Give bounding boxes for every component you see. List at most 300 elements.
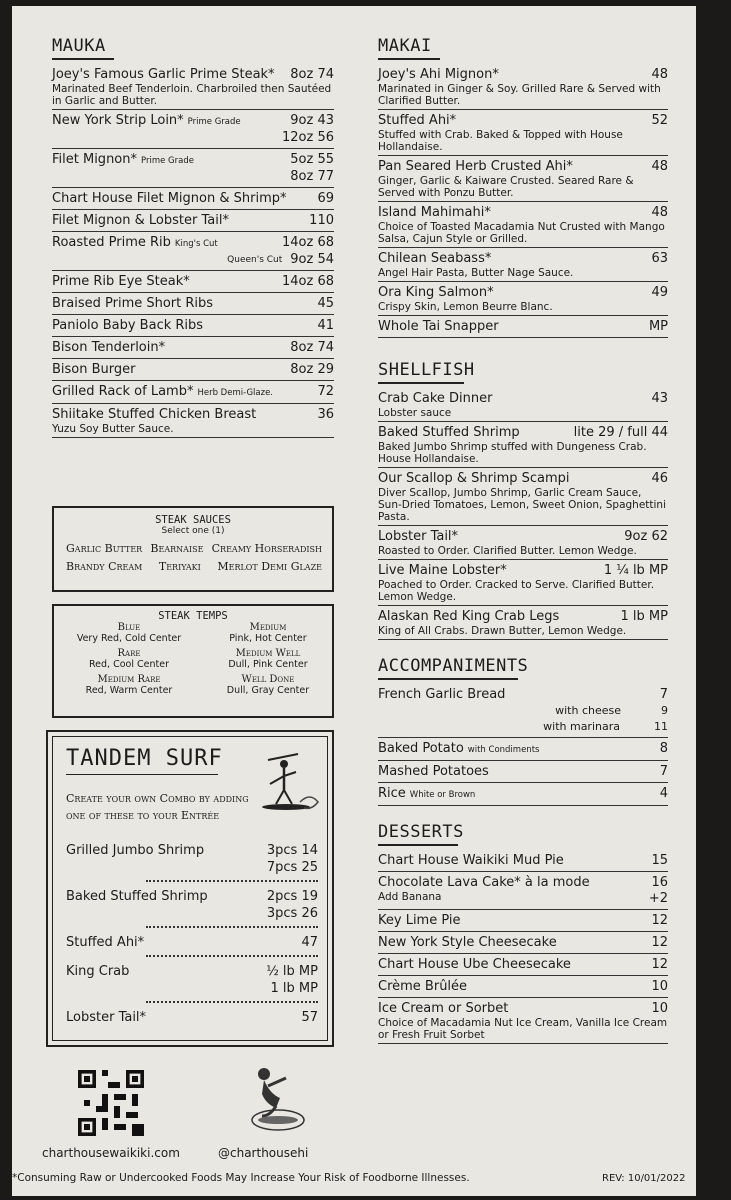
menu-item-price: 14oz 68 [282, 235, 334, 250]
menu-item [378, 282, 668, 316]
menu-item-price2: 8oz 77 [290, 169, 334, 184]
menu-item-price: 1 ¼ lb MP [603, 563, 668, 578]
menu-item-name: Chocolate Lava Cake* à la mode [378, 875, 590, 890]
menu-item-price2: 12oz 56 [282, 130, 334, 145]
menu-item-name: Filet Mignon* [52, 152, 137, 167]
chart-house-logo-icon [234, 1062, 314, 1134]
revision-date: REV: 10/01/2022 [602, 1173, 686, 1184]
tandem-intro [66, 790, 249, 824]
menu-item-name: Our Scallop & Shrimp Scampi [378, 471, 570, 486]
menu-item-price: lite 29 / full 44 [573, 425, 668, 440]
menu-item-line [378, 529, 668, 545]
instagram-handle[interactable]: @charthousehi [218, 1146, 309, 1160]
menu-item-desc: Choice of Toasted Macadamia Nut Crusted with Mango Salsa, Cajun Style or Grilled. [378, 221, 665, 245]
menu-item-name: Filet Mignon & Lobster Tail* [52, 213, 229, 228]
sauce-item: Creamy Horseradish [211, 542, 322, 555]
menu-item-name: Ice Cream or Sorbet [378, 1001, 509, 1016]
steak-sauces-box [52, 506, 334, 592]
menu-item-price: 8oz 74 [290, 67, 334, 82]
menu-item-name: Grilled Rack of Lamb* [52, 384, 194, 399]
menu-item-desc: Marinated in Ginger & Soy. Grilled Rare & Served with Clarified Butter. [378, 83, 661, 107]
temp-name: Well Done [241, 674, 295, 685]
menu-item-name: Chart House Ube Cheesecake [378, 957, 571, 972]
tandem-list [66, 842, 318, 1026]
menu-item-line [378, 609, 668, 625]
menu-item-left [52, 407, 256, 423]
menu-item-price: 36 [317, 407, 334, 422]
menu-item-left [52, 362, 136, 378]
menu-item-note: King's Cut [174, 239, 218, 249]
menu-item-option-price: 11 [654, 720, 668, 733]
menu-item-price: 8oz 29 [290, 362, 334, 377]
menu-item-desc: Yuzu Soy Butter Sauce. [52, 423, 174, 435]
temp-desc: Dull, Pink Center [228, 659, 308, 670]
menu-item-name: Chart House Waikiki Mud Pie [378, 853, 564, 868]
tandem-intro-line2: one of these to your Entrée [66, 809, 220, 822]
steak-sauces-subtitle: Select one (1) [161, 526, 225, 536]
menu-item-name: Roasted Prime Rib [52, 235, 171, 250]
menu-item-line [52, 274, 334, 290]
menu-page [12, 6, 696, 1196]
menu-item-left [378, 529, 458, 545]
menu-item-left [378, 563, 507, 579]
menu-item [52, 337, 334, 359]
menu-item [378, 110, 668, 156]
temp-desc: Red, Warm Center [85, 685, 173, 696]
menu-item-line [52, 235, 334, 252]
menu-item-line2 [52, 252, 334, 268]
tandem-divider [146, 926, 318, 928]
menu-item-line2 [52, 169, 334, 185]
menu-item-line [378, 471, 668, 487]
tandem-item [66, 842, 318, 859]
accompaniments-title: ACCOMPANIMENTS [378, 656, 518, 680]
menu-item-name: Baked Potato [378, 741, 464, 756]
menu-item-name: Joey's Famous Garlic Prime Steak* [52, 67, 275, 82]
menu-item-desc: Lobster sauce [378, 407, 452, 419]
menu-item-name: Alaskan Red King Crab Legs [378, 609, 560, 624]
menu-item-line [52, 191, 334, 207]
menu-item-line [378, 205, 668, 221]
menu-item-left [378, 786, 475, 803]
menu-item-price: 48 [651, 159, 668, 174]
menu-item-note: Herb Demi-Glaze. [197, 388, 274, 398]
menu-item-line [378, 159, 668, 175]
tandem-item [66, 934, 318, 951]
menu-item [378, 998, 668, 1044]
tandem-item-price: ½ lb MP [266, 964, 318, 979]
menu-item [378, 156, 668, 202]
menu-item-name: New York Style Cheesecake [378, 935, 557, 950]
menu-item-line [378, 979, 668, 995]
sauce-item: Brandy Cream [66, 560, 143, 573]
menu-item-price: 46 [651, 471, 668, 486]
tandem-item-name: King Crab [66, 964, 130, 979]
menu-item-line [378, 251, 668, 267]
sauce-row-1 [54, 536, 332, 555]
steak-temps-grid [54, 622, 332, 696]
tandem-divider [146, 1001, 318, 1003]
menu-item-line [378, 1001, 668, 1017]
accompaniments-list [378, 684, 668, 806]
menu-item-name: Prime Rib Eye Steak* [52, 274, 190, 289]
menu-item-left [378, 285, 494, 301]
menu-item-left [378, 853, 564, 869]
menu-item-price: 10 [651, 979, 668, 994]
tandem-item-extra [66, 859, 318, 876]
menu-item-name: Crème Brûlée [378, 979, 468, 994]
menu-item-left [52, 213, 229, 229]
desserts-title: DESSERTS [378, 822, 458, 846]
tandem-divider [146, 880, 318, 882]
menu-item [378, 684, 668, 738]
tandem-item-extra [66, 980, 318, 997]
tandem-item-price: 7pcs 25 [266, 860, 318, 875]
menu-item-line [52, 152, 334, 169]
menu-item-line [378, 957, 668, 973]
mauka-column [52, 36, 334, 438]
menu-item-name: Braised Prime Short Ribs [52, 296, 214, 311]
steak-sauces-title: STEAK SAUCES [155, 514, 231, 526]
menu-item [52, 149, 334, 188]
menu-item-line [52, 384, 334, 401]
menu-item-price: MP [648, 319, 668, 334]
menu-item-name: New York Strip Loin* [52, 113, 184, 128]
menu-item-name: Paniolo Baby Back Ribs [52, 318, 204, 333]
menu-item-price: 52 [651, 113, 668, 128]
menu-item-price: 15 [651, 853, 668, 868]
menu-item-left [52, 113, 241, 130]
tandem-item-name: Grilled Jumbo Shrimp [66, 843, 205, 858]
menu-item-line [378, 935, 668, 951]
menu-item-left [52, 152, 194, 169]
menu-item-left [378, 687, 505, 703]
menu-item-name: Stuffed Ahi* [378, 113, 457, 128]
menu-item-desc: Baked Jumbo Shrimp stuffed with Dungeness Crab. House Hollandaise. [378, 441, 647, 465]
menu-item-price: 72 [317, 384, 334, 399]
temp-name: Rare [117, 648, 141, 659]
menu-item-price: 41 [317, 318, 334, 333]
menu-item-note: White or Brown [409, 790, 476, 800]
menu-item-line [52, 407, 334, 423]
menu-item-price: 12 [651, 913, 668, 928]
menu-item [52, 232, 334, 271]
menu-item [378, 910, 668, 932]
menu-item [52, 381, 334, 404]
menu-item-left [52, 296, 213, 312]
menu-item-line [378, 285, 668, 301]
menu-item-line [378, 67, 668, 83]
menu-item-line [52, 113, 334, 130]
menu-item-price: 4 [659, 786, 668, 801]
menu-item [52, 315, 334, 337]
menu-item [378, 872, 668, 910]
menu-item-left [378, 471, 570, 487]
tandem-item [66, 888, 318, 905]
menu-item-name: Bison Tenderloin* [52, 340, 166, 355]
menu-item-desc: Stuffed with Crab. Baked & Topped with House Hollandaise. [378, 129, 623, 153]
menu-item-price: 8 [659, 741, 668, 756]
qr-code-icon[interactable] [78, 1070, 144, 1136]
menu-item-note: with Condiments [467, 745, 540, 755]
menu-item-left [378, 425, 520, 441]
menu-item-line [378, 913, 668, 929]
menu-item-line [378, 741, 668, 758]
menu-item-line [378, 563, 668, 579]
tandem-divider [146, 955, 318, 957]
tandem-underline [66, 774, 218, 775]
sauce-item: Bearnaise [150, 542, 204, 555]
tandem-item-price: 57 [301, 1010, 318, 1025]
tandem-surf-box [46, 730, 334, 1047]
menu-item-price: 10 [651, 1001, 668, 1016]
menu-item-price: 8oz 74 [290, 340, 334, 355]
menu-item-desc: Marinated Beef Tenderloin. Charbroiled then Sautéed in Garlic and Butter. [52, 83, 332, 107]
tandem-item-name: Baked Stuffed Shrimp [66, 889, 208, 904]
menu-item-price: 12 [651, 935, 668, 950]
menu-item-left [378, 764, 489, 780]
menu-item-left [52, 340, 165, 356]
menu-item-name: Whole Tai Snapper [378, 319, 499, 334]
menu-item-price: 1 lb MP [620, 609, 668, 624]
menu-item-left [378, 913, 461, 929]
menu-item [378, 783, 668, 806]
menu-item [378, 316, 668, 338]
menu-item-desc: Choice of Macadamia Nut Ice Cream, Vanilla Ice Cream or Fresh Fruit Sorbet [378, 1017, 668, 1041]
menu-item-line [378, 391, 668, 407]
desserts-list [378, 850, 668, 1044]
menu-item-line [378, 764, 668, 780]
shellfish-list [378, 388, 668, 640]
menu-item-left [378, 957, 571, 973]
menu-item [378, 560, 668, 606]
menu-item-line [52, 296, 334, 312]
menu-item [378, 388, 668, 422]
menu-item-desc: Roasted to Order. Clarified Butter. Lemon Wedge. [378, 545, 637, 557]
shellfish-title: SHELLFISH [378, 360, 464, 384]
menu-item-price: 110 [309, 213, 334, 228]
temps-right-column [227, 622, 309, 696]
menu-item-name: Live Maine Lobster* [378, 563, 507, 578]
menu-item-left [378, 205, 491, 221]
menu-item-left [378, 159, 573, 175]
menu-item-desc: Crispy Skin, Lemon Beurre Blanc. [378, 301, 553, 313]
menu-item-line [378, 853, 668, 869]
tandem-item-price: 3pcs 26 [266, 906, 318, 921]
menu-item-price: 48 [651, 67, 668, 82]
menu-item-left [52, 274, 190, 290]
tandem-intro-line1: Create your own Combo by adding [66, 792, 249, 805]
menu-item-price: 48 [651, 205, 668, 220]
menu-item-desc: Angel Hair Pasta, Butter Nage Sauce. [378, 267, 574, 279]
menu-item-line [378, 113, 668, 129]
menu-item-name: French Garlic Bread [378, 687, 506, 702]
tandem-title: TANDEM SURF [66, 746, 223, 771]
menu-item-option [378, 703, 668, 719]
menu-item-price: 45 [317, 296, 334, 311]
menu-item-left [52, 384, 273, 401]
mauka-list [52, 64, 334, 438]
menu-item [378, 932, 668, 954]
menu-item [378, 526, 668, 560]
tandem-item-price: 1 lb MP [270, 981, 318, 996]
menu-item-name: Pan Seared Herb Crusted Ahi* [378, 159, 573, 174]
menu-item [52, 188, 334, 210]
menu-item-line [378, 875, 668, 891]
menu-item-note: Prime Grade [141, 156, 194, 166]
menu-item-option-name: with cheese [555, 704, 621, 717]
menu-item-option-name: with marinara [543, 720, 620, 733]
menu-item-line [52, 362, 334, 378]
sauce-item: Garlic Butter [66, 542, 143, 555]
menu-item-name: Lobster Tail* [378, 529, 459, 544]
menu-item-desc: Diver Scallop, Jumbo Shrimp, Garlic Cream Sauce, Sun-Dried Tomatoes, Lemon, Sweet Onion, Spaghettini Pasta. [378, 487, 667, 523]
menu-item-price: 69 [317, 191, 334, 206]
menu-item-desc: King of All Crabs. Drawn Butter, Lemon Wedge. [378, 625, 627, 637]
menu-item-name: Joey's Ahi Mignon* [378, 67, 499, 82]
menu-item [378, 606, 668, 640]
tandem-item-extra [66, 905, 318, 922]
menu-item-desc: Add Banana [378, 891, 442, 903]
menu-item-price: 49 [651, 285, 668, 300]
menu-item [52, 110, 334, 149]
menu-item [378, 954, 668, 976]
menu-item-price: 43 [651, 391, 668, 406]
menu-item-line2 [378, 891, 668, 907]
menu-item-line [378, 687, 668, 703]
menu-item-note: Prime Grade [187, 117, 241, 127]
menu-item-desc: Ginger, Garlic & Kaiware Crusted. Seared Rare & Served with Ponzu Butter. [378, 175, 634, 199]
disclaimer: *Consuming Raw or Undercooked Foods May Increase Your Risk of Foodborne Illnesses. [12, 1172, 470, 1184]
menu-item-name: Key Lime Pie [378, 913, 461, 928]
menu-item-line [52, 213, 334, 229]
menu-item [52, 271, 334, 293]
menu-item-name: Island Mahimahi* [378, 205, 491, 220]
menu-item [52, 64, 334, 110]
menu-item [378, 976, 668, 998]
menu-item-line [52, 340, 334, 356]
sauce-row-2 [54, 555, 332, 573]
menu-item-left [378, 1001, 508, 1017]
menu-item-left [378, 391, 492, 407]
makai-title: MAKAI [378, 36, 440, 60]
temp-name: Medium Rare [97, 674, 161, 685]
menu-item-left [378, 935, 557, 951]
temp-desc: Red, Cool Center [89, 659, 169, 670]
menu-item-line2 [52, 130, 334, 146]
right-column [378, 36, 668, 1044]
tandem-item-price: 47 [301, 935, 318, 950]
menu-item-price: 9oz 43 [290, 113, 334, 128]
menu-item-name: Crab Cake Dinner [378, 391, 493, 406]
menu-item-price: 63 [651, 251, 668, 266]
temp-desc: Pink, Hot Center [229, 633, 307, 644]
menu-item-name: Ora King Salmon* [378, 285, 494, 300]
menu-item-line [378, 786, 668, 803]
menu-item-price: 12 [651, 957, 668, 972]
menu-item-left [52, 235, 218, 252]
menu-item-name: Chart House Filet Mignon & Shrimp* [52, 191, 287, 206]
menu-item-name: Rice [378, 786, 406, 801]
menu-item-left [52, 67, 275, 83]
menu-item [378, 422, 668, 468]
menu-item-price: 14oz 68 [282, 274, 334, 289]
menu-item-price: 5oz 55 [290, 152, 334, 167]
menu-item-left [378, 741, 539, 758]
temp-name: Blue [117, 622, 141, 633]
menu-item [378, 738, 668, 761]
menu-item-left [52, 191, 287, 207]
surfer-icon [254, 750, 324, 824]
menu-item [52, 210, 334, 232]
menu-item-left [378, 67, 499, 83]
steak-temps-title: STEAK TEMPS [158, 610, 228, 622]
menu-item-name: Chilean Seabass* [378, 251, 492, 266]
menu-item-note2: Queen's Cut [227, 255, 283, 265]
tandem-item-name: Stuffed Ahi* [66, 935, 145, 950]
sauce-item: Teriyaki [158, 560, 201, 573]
menu-item-desc: Poached to Order. Cracked to Serve. Clarified Butter. Lemon Wedge. [378, 579, 655, 603]
tandem-item-price: 2pcs 19 [266, 889, 318, 904]
menu-item-left [378, 875, 590, 891]
menu-item [378, 850, 668, 872]
tandem-item-price: 3pcs 14 [266, 843, 318, 858]
menu-item-price: 9oz 62 [624, 529, 668, 544]
menu-item-left [378, 609, 559, 625]
menu-item [378, 761, 668, 783]
menu-item-line [52, 67, 334, 83]
menu-item-left [378, 251, 491, 267]
menu-item-name: Mashed Potatoes [378, 764, 489, 779]
temp-name: Medium Well [235, 648, 301, 659]
menu-item [52, 293, 334, 315]
menu-item-left [52, 318, 203, 334]
menu-item [52, 359, 334, 381]
temp-desc: Dull, Gray Center [226, 685, 310, 696]
menu-item-option [378, 719, 668, 735]
menu-item-left [378, 319, 499, 335]
menu-item-price: 7 [659, 687, 668, 702]
menu-item-price: 16 [651, 875, 668, 890]
menu-item-name: Shiitake Stuffed Chicken Breast [52, 407, 257, 422]
tandem-item-name: Lobster Tail* [66, 1010, 147, 1025]
menu-item-price2: 9oz 54 [290, 252, 334, 267]
menu-item-name: Baked Stuffed Shrimp [378, 425, 520, 440]
temp-desc: Very Red, Cold Center [76, 633, 182, 644]
temp-name: Medium [249, 622, 287, 633]
menu-item-name: Bison Burger [52, 362, 136, 377]
menu-item-line [378, 319, 668, 335]
sauce-item: Merlot Demi Glaze [217, 560, 322, 573]
makai-list [378, 64, 668, 338]
menu-item-left [378, 979, 467, 995]
menu-item-line [52, 318, 334, 334]
mauka-title: MAUKA [52, 36, 114, 60]
menu-item [52, 404, 334, 438]
steak-temps-box [52, 604, 334, 718]
menu-item [378, 64, 668, 110]
menu-item-option-price: 9 [661, 704, 668, 717]
tandem-item [66, 963, 318, 980]
website-link[interactable]: charthousewaikiki.com [42, 1146, 180, 1160]
menu-item [378, 202, 668, 248]
menu-item-line [378, 425, 668, 441]
menu-item-left [378, 113, 456, 129]
temps-left-column [77, 622, 181, 696]
tandem-item [66, 1009, 318, 1026]
menu-item-price2: +2 [648, 891, 668, 906]
menu-item-price: 7 [659, 764, 668, 779]
